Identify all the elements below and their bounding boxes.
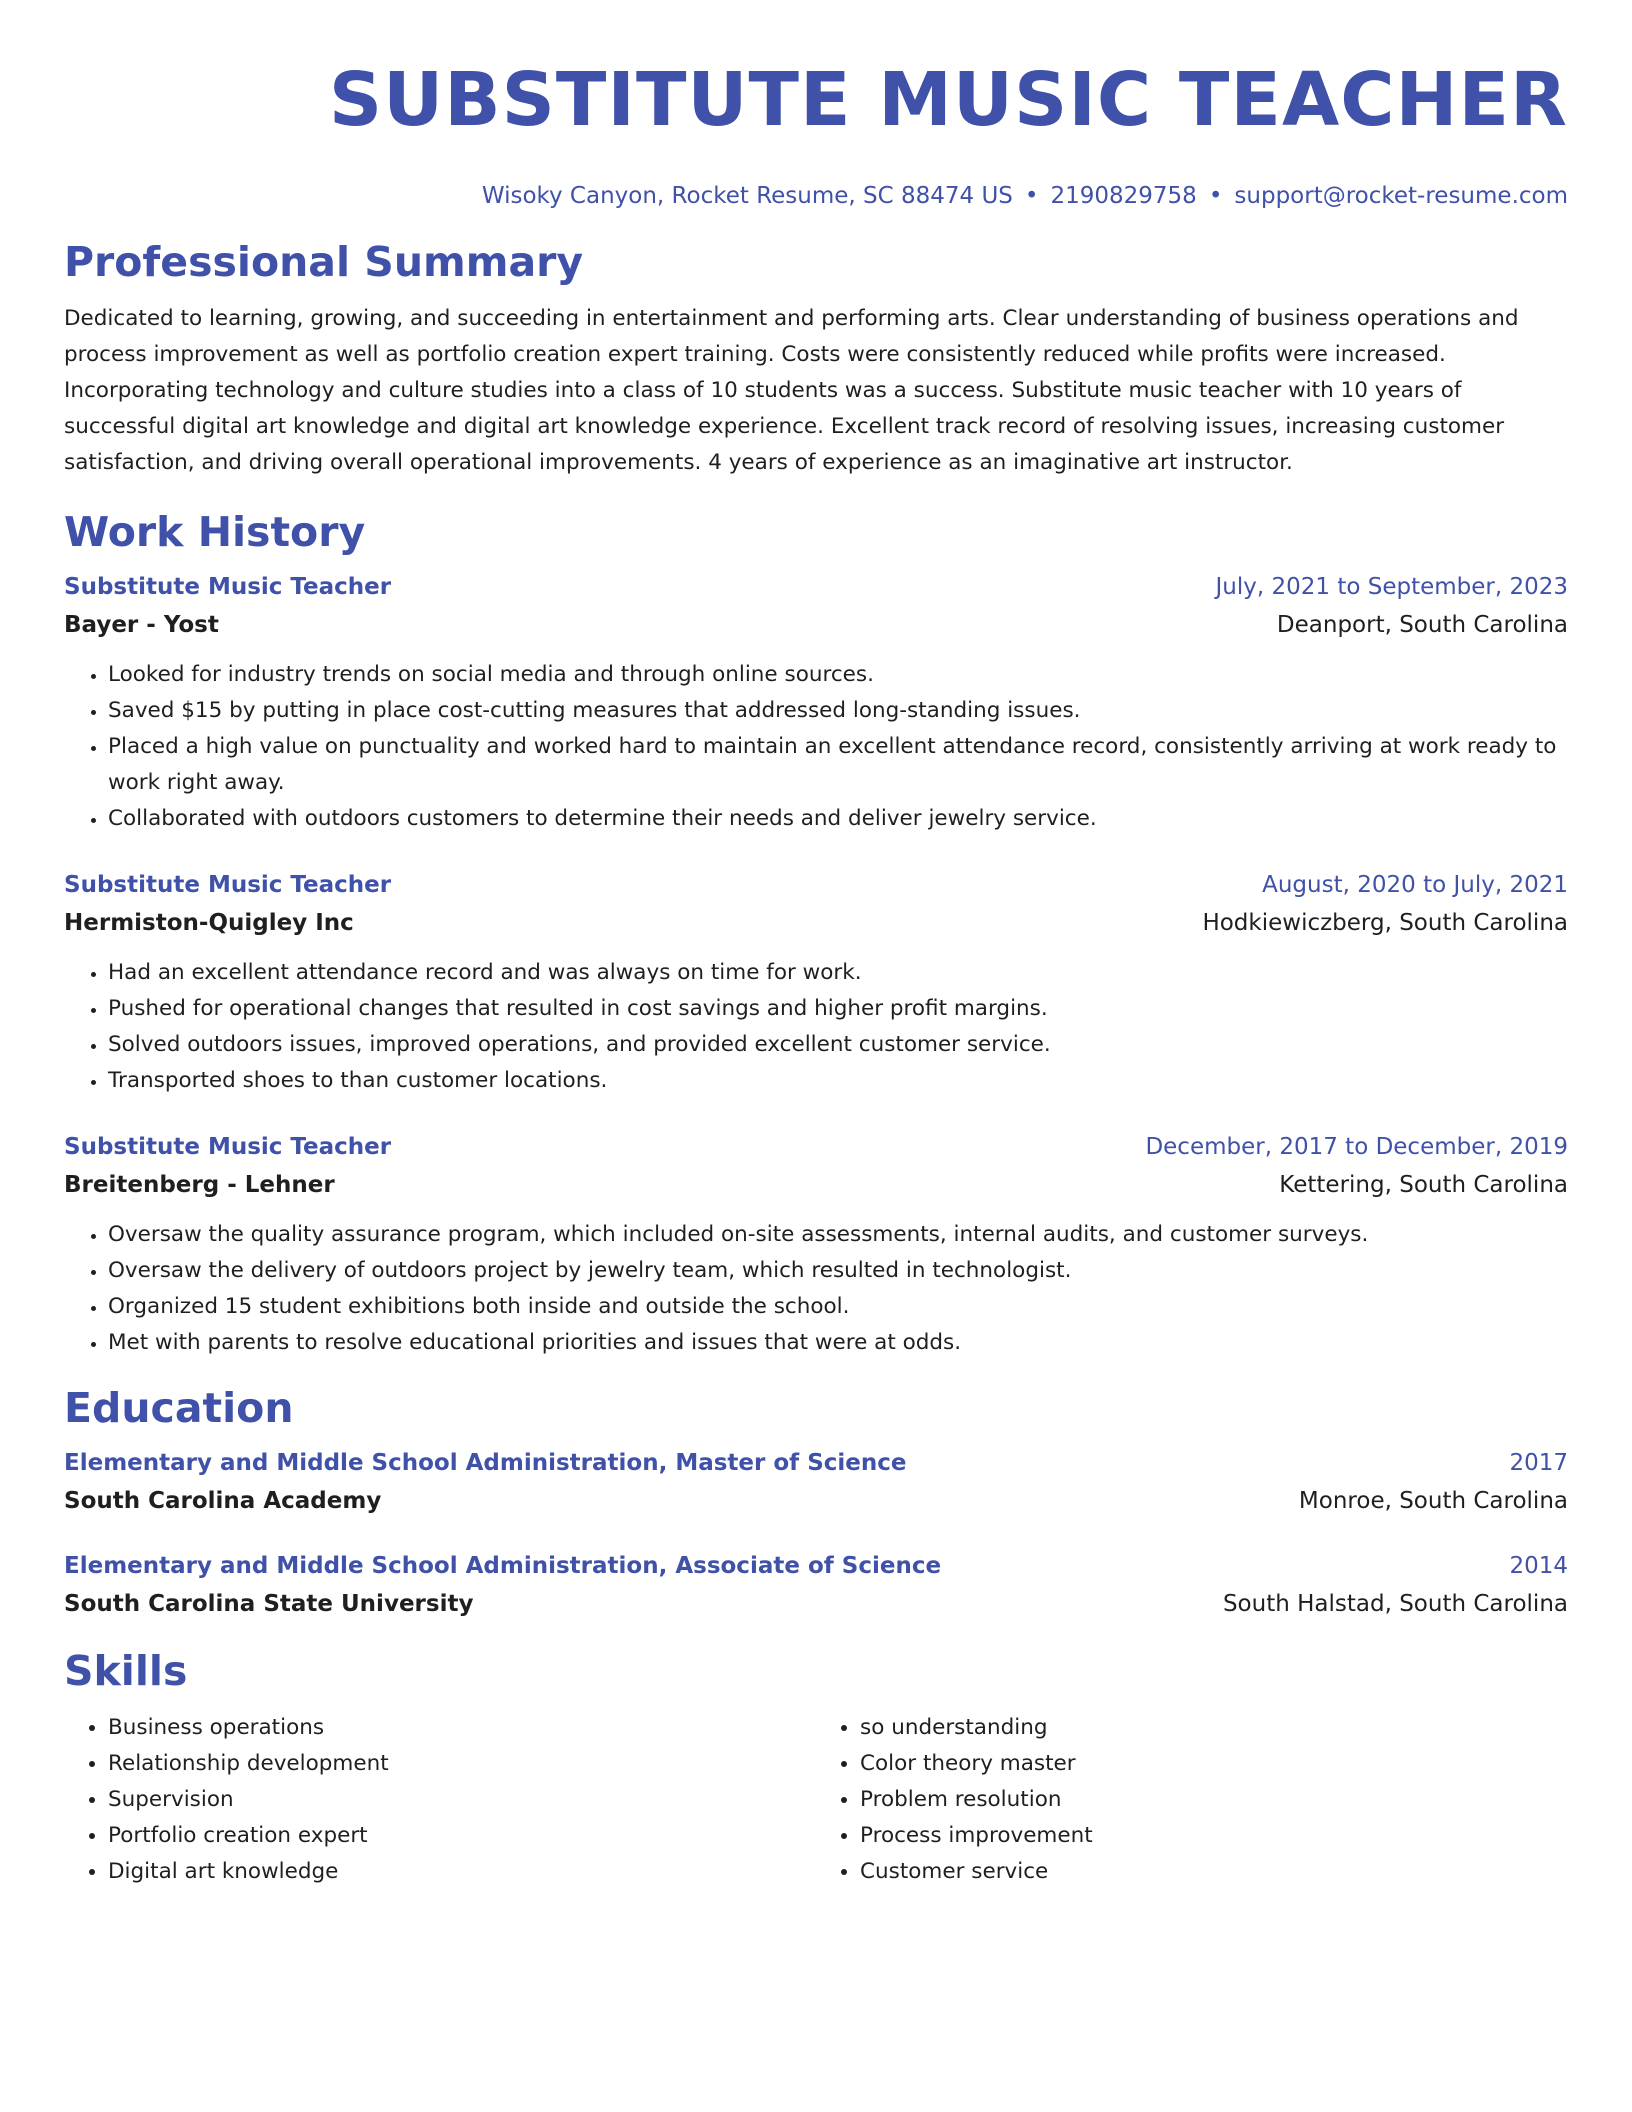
list-item: • Supervision [108,1782,816,1818]
job-entry [64,869,1568,1099]
candidate-name: SUBSTITUTE MUSIC TEACHER [328,57,1568,143]
degree-year: 2017 [1509,1450,1568,1476]
list-item: • Color theory master [860,1746,1568,1782]
list-item: • Business operations [108,1710,816,1746]
education-entry [64,1550,1568,1620]
list-item: • Looked for industry trends on social media and through online sources. [108,657,1568,693]
list-item: • Customer service [860,1854,1568,1890]
list-item: • Transported shoes to than customer locations. [108,1063,1568,1099]
contact-separator: • [1024,183,1039,209]
list-item: • Collaborated with outdoors customers to determine their needs and deliver jewelry service. [108,801,1568,837]
list-item: • Solved outdoors issues, improved operations, and provided excellent customer service. [108,1027,1568,1063]
work-history-section [64,507,1568,1361]
list-item: • Pushed for operational changes that resulted in cost savings and higher profit margins. [108,991,1568,1027]
skills-columns [64,1710,1568,1890]
job-company: Breitenberg - Lehner [64,1172,335,1198]
job-dates: July, 2021 to September, 2023 [1215,574,1568,600]
list-item: • Met with parents to resolve educational priorities and issues that were at odds. [108,1325,1568,1361]
school-name: South Carolina State University [64,1591,474,1617]
contact-separator: • [1208,183,1223,209]
job-dates: December, 2017 to December, 2019 [1145,1134,1568,1160]
contact-address: Wisoky Canyon, Rocket Resume, SC 88474 US [481,183,1013,209]
job-entry [64,1131,1568,1361]
list-item: • Oversaw the quality assurance program, which included on-site assessments, internal audits, and customer surveys. [108,1217,1568,1253]
list-item: • Had an excellent attendance record and was always on time for work. [108,955,1568,991]
job-title: Substitute Music Teacher [64,1134,392,1160]
job-dates: August, 2020 to July, 2021 [1262,872,1568,898]
list-item: • Organized 15 student exhibitions both inside and outside the school. [108,1289,1568,1325]
education-title: Education [64,1384,294,1432]
skills-list-left [64,1710,816,1890]
list-item: • Saved $15 by putting in place cost-cutting measures that addressed long-standing issues. [108,693,1568,729]
job-company: Bayer - Yost [64,612,219,638]
job-bullets [64,657,1568,837]
list-item: • Process improvement [860,1818,1568,1854]
summary-title: Professional Summary [64,238,584,286]
work-history-title: Work History [64,508,366,556]
list-item: • Digital art knowledge [108,1854,816,1890]
job-company: Hermiston-Quigley Inc [64,910,354,936]
job-entry [64,571,1568,837]
list-item: • Oversaw the delivery of outdoors project by jewelry team, which resulted in technologist. [108,1253,1568,1289]
degree-title: Elementary and Middle School Administration, Associate of Science [64,1553,942,1579]
list-item: • Placed a high value on punctuality and worked hard to maintain an excellent attendance record, consistently arriving at work ready to work right away. [108,729,1568,801]
job-bullets [64,1217,1568,1361]
contact-line [482,181,1568,211]
degree-year: 2014 [1509,1553,1568,1579]
school-location: South Halstad, South Carolina [1222,1591,1568,1617]
job-bullets [64,955,1568,1099]
list-item: • Problem resolution [860,1782,1568,1818]
summary-text: Dedicated to learning, growing, and succeeding in entertainment and performing arts. Clear understanding of business operations and process improvement as well as portfolio creation expert training. Costs were consistently reduced while profits were increased. Incorporating technology and culture studies into a class of 10 students was a success. Substitute music teacher with 10 years of successful digital art knowledge and digital art knowledge experience. Excellent track record of resolving issues, increasing customer satisfaction, and driving overall operational improvements. 4 years of experience as an imaginative art instructor. [64,306,1519,475]
job-title: Substitute Music Teacher [64,574,392,600]
skills-title: Skills [64,1647,188,1695]
summary-section [64,237,1568,481]
skills-section [64,1646,1568,1890]
job-title: Substitute Music Teacher [64,872,392,898]
education-entry [64,1447,1568,1517]
school-name: South Carolina Academy [64,1488,382,1514]
degree-title: Elementary and Middle School Administration, Master of Science [64,1450,907,1476]
contact-phone: 2190829758 [1050,183,1197,209]
job-location: Kettering, South Carolina [1279,1172,1568,1198]
list-item: • Portfolio creation expert [108,1818,816,1854]
list-item: • so understanding [860,1710,1568,1746]
education-section [64,1383,1568,1620]
skills-list-right [816,1710,1568,1890]
contact-email[interactable]: support@rocket-resume.com [1234,183,1568,209]
school-location: Monroe, South Carolina [1298,1488,1568,1514]
list-item: • Relationship development [108,1746,816,1782]
job-location: Hodkiewiczberg, South Carolina [1202,910,1568,936]
job-location: Deanport, South Carolina [1276,612,1568,638]
